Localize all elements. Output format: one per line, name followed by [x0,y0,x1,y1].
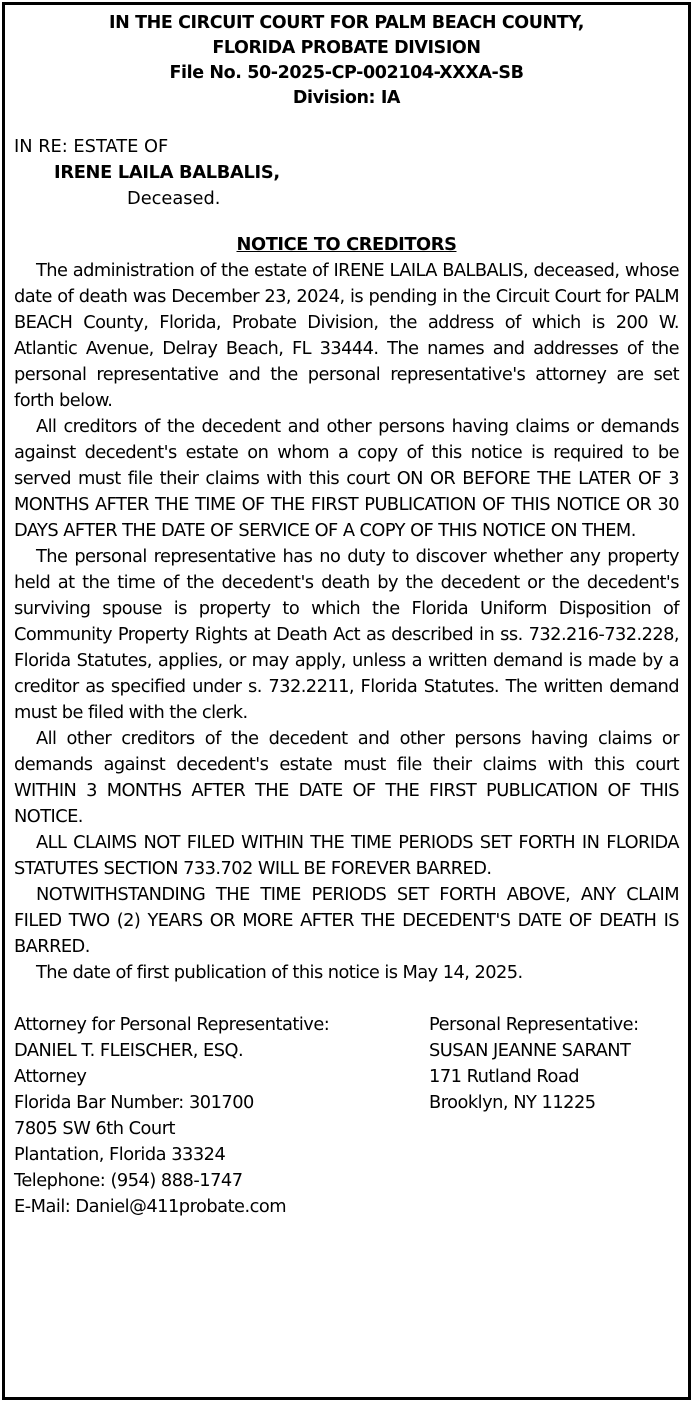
paragraph-administration: The administration of the estate of IRENE LAILA BALBALIS, deceased, whose date of death was December 23, 2024, is pending in the Circuit Court for PALM BEACH County, Florida, Probate Division, the address of which is 200 W. Atlantic Avenue, Delray Beach, FL 33444. The names and addresses of the personal representative and the personal representative's attorney are set forth below. [14,260,679,411]
division-label: Division: IA [292,88,401,108]
attorney-role: Attorney [14,1066,87,1087]
representative-address-city: Brooklyn, NY 11225 [429,1092,596,1113]
notice-title: NOTICE TO CREDITORS [236,234,457,255]
court-division-line: FLORIDA PROBATE DIVISION [212,38,481,58]
attorney-heading: Attorney for Personal Representative: [14,1014,330,1035]
signature-block [14,1012,679,1220]
representative-heading: Personal Representative: [429,1014,639,1035]
attorney-email: E-Mail: Daniel@411probate.com [14,1196,287,1217]
paragraph-publication-date: The date of first publication of this notice is May 14, 2025. [36,962,523,983]
attorney-bar-number: Florida Bar Number: 301700 [14,1092,254,1113]
attorney-address-city: Plantation, Florida 33324 [14,1144,226,1165]
paragraph-community-property: The personal representative has no duty to discover whether any property held at the time of the decedent's death by the decedent or the decedent's surviving spouse is property to which the Florida Uniform Disposition of Community Property Rights at Death Act as described in ss. 732.216-732.228, Florida Statutes, applies, or may apply, unless a written demand is made by a creditor as specified under s. 732.2211, Florida Statutes. The written demand must be filed with the clerk. [14,546,679,723]
court-name-line: IN THE CIRCUIT COURT FOR PALM BEACH COUNTY, [109,13,584,33]
notice-content [5,5,688,1220]
paragraph-two-years: NOTWITHSTANDING THE TIME PERIODS SET FORTH ABOVE, ANY CLAIM FILED TWO (2) YEARS OR MORE AFTER THE DECEDENT'S DATE OF DEATH IS BARRED. [14,884,679,957]
paragraph-other-creditors: All other creditors of the decedent and other persons having claims or demands against decedent's estate must file their claims with this court WITHIN 3 MONTHS AFTER THE DATE OF THE FIRST PUBLICATION OF THIS NOTICE. [14,728,679,827]
file-number: File No. 50-2025-CP-002104-XXXA-SB [169,63,524,83]
attorney-phone: Telephone: (954) 888-1747 [14,1170,243,1191]
deceased-label: Deceased. [127,188,221,209]
decedent-name: IRENE LAILA BALBALIS, [54,162,280,183]
notice-frame [2,2,691,1400]
attorney-name: DANIEL T. FLEISCHER, ESQ. [14,1040,244,1061]
paragraph-forever-barred: ALL CLAIMS NOT FILED WITHIN THE TIME PERIODS SET FORTH IN FLORIDA STATUTES SECTION 733.702 WILL BE FOREVER BARRED. [14,832,679,879]
attorney-block [14,1012,429,1220]
representative-block [429,1012,679,1220]
attorney-address-street: 7805 SW 6th Court [14,1118,175,1139]
representative-address-street: 171 Rutland Road [429,1066,580,1087]
paragraph-creditors-served: All creditors of the decedent and other persons having claims or demands against decedent's estate on whom a copy of this notice is required to be served must file their claims with this court ON OR BEFORE THE LATER OF 3 MONTHS AFTER THE TIME OF THE FIRST PUBLICATION OF THIS NOTICE OR 30 DAYS AFTER THE DATE OF SERVICE OF A COPY OF THIS NOTICE ON THEM. [14,416,679,541]
case-caption [14,134,679,212]
representative-name: SUSAN JEANNE SARANT [429,1040,631,1061]
in-re-label: IN RE: ESTATE OF [14,136,169,157]
court-header [14,11,679,111]
